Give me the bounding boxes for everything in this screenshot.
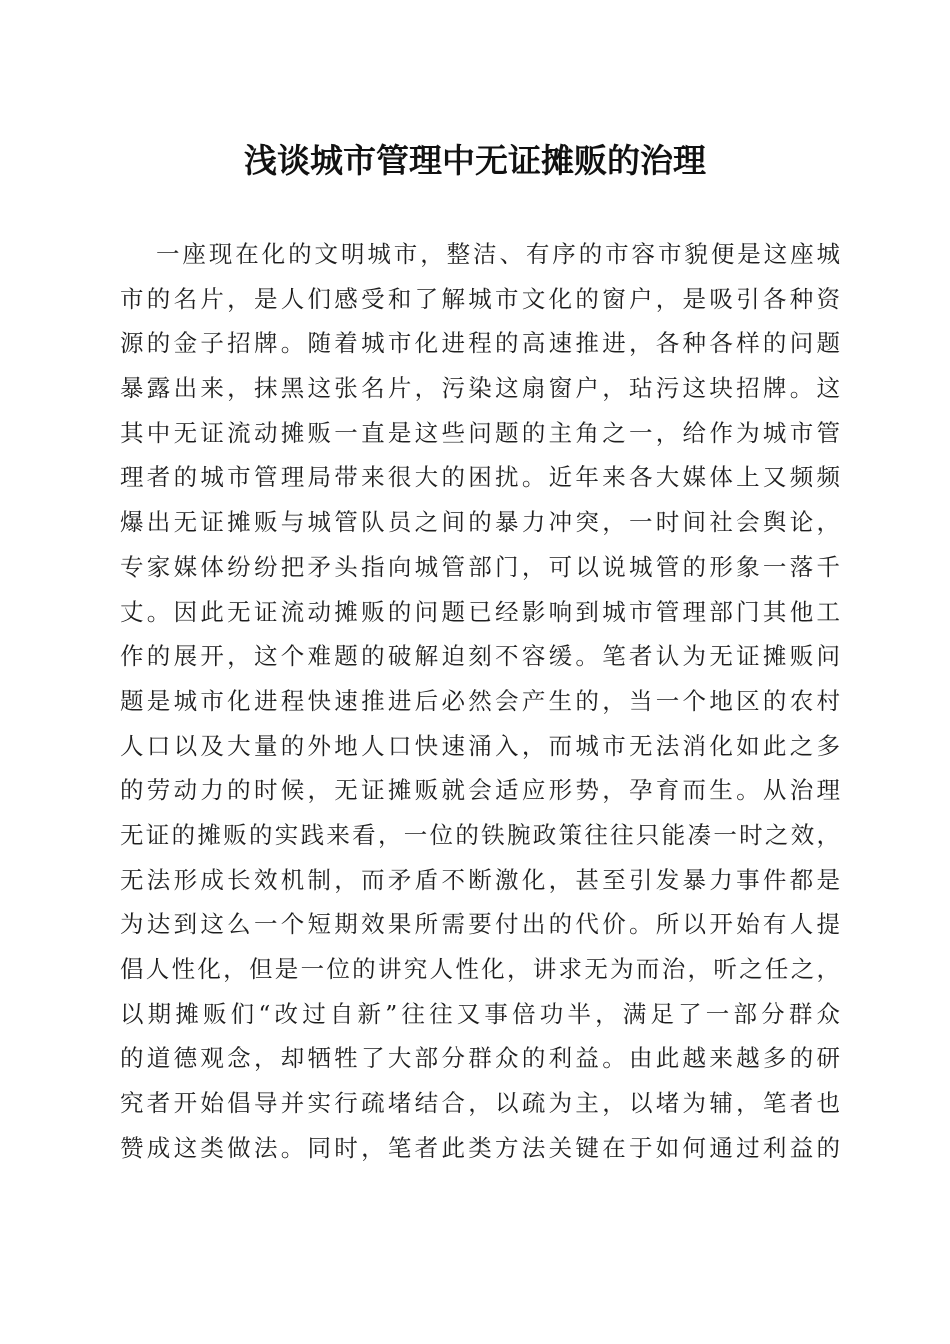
text-line: 爆出无证摊贩与城管队员之间的暴力冲突，一时间社会舆论， bbox=[120, 508, 840, 537]
text-line: 究者开始倡导并实行疏堵结合，以疏为主，以堵为辅，笔者也 bbox=[120, 1089, 840, 1118]
text-line: 的道德观念，却牺牲了大部分群众的利益。由此越来越多的研 bbox=[120, 1044, 840, 1073]
text-line: 为达到这么一个短期效果所需要付出的代价。所以开始有人提 bbox=[120, 910, 840, 939]
text-line: 人口以及大量的外地人口快速涌入，而城市无法消化如此之多 bbox=[120, 731, 840, 760]
text-line: 其中无证流动摊贩一直是这些问题的主角之一，给作为城市管 bbox=[120, 418, 840, 447]
text-line: 理者的城市管理局带来很大的困扰。近年来各大媒体上又频频 bbox=[120, 463, 840, 492]
text-line: 无证的摊贩的实践来看，一位的铁腕政策往往只能凑一时之效， bbox=[120, 820, 840, 849]
text-line: 作的展开，这个难题的破解迫刻不容缓。笔者认为无证摊贩问 bbox=[120, 642, 840, 671]
body-paragraph bbox=[120, 232, 840, 1170]
text-line: 的劳动力的时候，无证摊贩就会适应形势，孕育而生。从治理 bbox=[120, 776, 840, 805]
text-line: 市的名片，是人们感受和了解城市文化的窗户，是吸引各种资 bbox=[120, 284, 840, 313]
text-line: 一座现在化的文明城市，整洁、有序的市容市貌便是这座城 bbox=[156, 240, 840, 268]
text-line: 以期摊贩们“改过自新”往往又事倍功半，满足了一部分群众 bbox=[120, 999, 840, 1028]
text-line: 专家媒体纷纷把矛头指向城管部门，可以说城管的形象一落千 bbox=[120, 552, 840, 581]
text-line: 题是城市化进程快速推进后必然会产生的，当一个地区的农村 bbox=[120, 686, 840, 715]
text-line: 无法形成长效机制，而矛盾不断激化，甚至引发暴力事件都是 bbox=[120, 865, 840, 894]
text-line: 倡人性化，但是一位的讲究人性化，讲求无为而治，听之任之， bbox=[120, 955, 840, 983]
text-line: 源的金子招牌。随着城市化进程的高速推进，各种各样的问题 bbox=[120, 329, 840, 358]
text-line: 暴露出来，抹黑这张名片，污染这扇窗户，玷污这块招牌。这 bbox=[120, 374, 840, 403]
text-line: 丈。因此无证流动摊贩的问题已经影响到城市管理部门其他工 bbox=[120, 597, 840, 626]
page-title: 浅谈城市管理中无证摊贩的治理 bbox=[244, 141, 706, 180]
text-line: 赞成这类做法。同时，笔者此类方法关键在于如何通过利益的 bbox=[120, 1133, 840, 1162]
